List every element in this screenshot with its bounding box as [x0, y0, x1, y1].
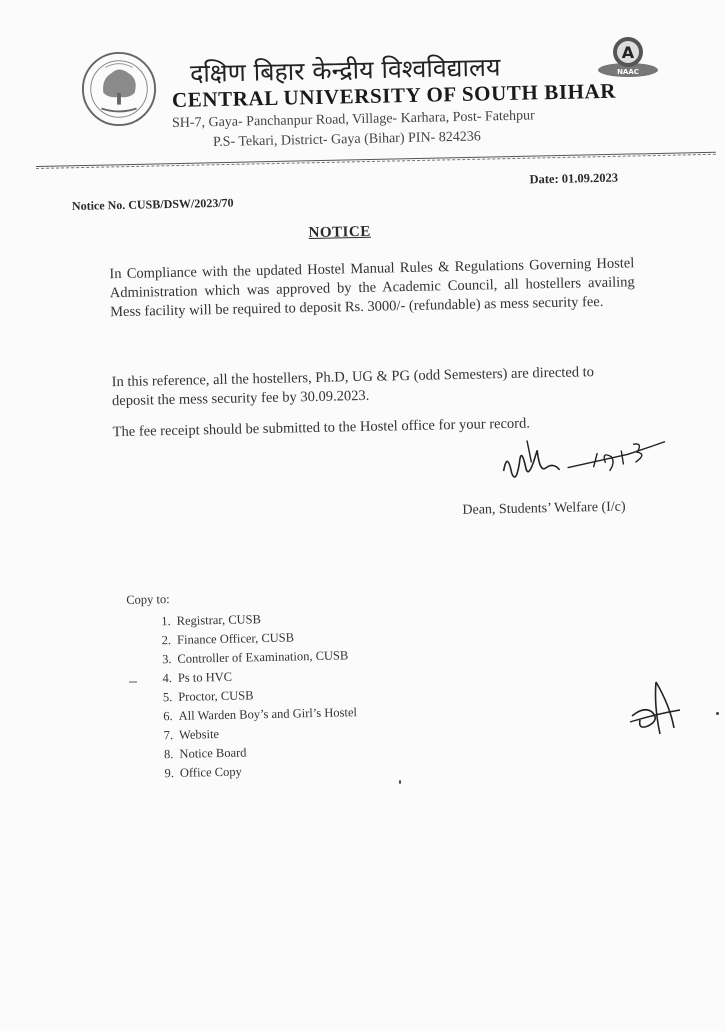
- university-name-hindi: दक्षिण बिहार केन्द्रीय विश्वविद्यालय: [189, 52, 501, 88]
- list-item-number: 3.: [161, 652, 172, 667]
- address-line-1: SH-7, Gaya- Panchanpur Road, Village- Karhara, Post- Fatehpur: [171, 108, 535, 131]
- address-line-2: P.S- Tekari, District- Gaya (Bihar) PIN- 824236: [212, 129, 481, 150]
- list-item-text: Registrar, CUSB: [176, 612, 262, 628]
- notice-paragraph: The fee receipt should be submitted to the Hostel office for your record.: [112, 415, 531, 441]
- naac-badge-letter: A: [621, 43, 635, 62]
- list-item-number: 5.: [162, 690, 173, 705]
- list-item-text: Ps to HVC: [177, 669, 233, 685]
- list-item-text: Proctor, CUSB: [178, 688, 254, 704]
- handwritten-signature: [497, 429, 678, 493]
- copy-to-label: Copy to:: [126, 592, 170, 607]
- scan-speck: [716, 712, 719, 715]
- list-item-text: Website: [178, 727, 220, 742]
- list-item-text: Controller of Examination, CUSB: [177, 648, 349, 666]
- notice-paragraph: In this reference, all the hostellers, Ph.D, UG & PG (odd Semesters) are directed to deposit the mess security fee by 30.09.2023.: [111, 364, 595, 410]
- list-item-text: Notice Board: [179, 745, 247, 761]
- notice-heading: NOTICE: [308, 223, 371, 242]
- list-item-number: 6.: [163, 709, 173, 724]
- copy-to-list: [146, 608, 358, 783]
- notice-number: Notice No. CUSB/DSW/2023/70: [71, 195, 234, 214]
- list-item-text: All Warden Boy’s and Girl’s Hostel: [178, 705, 358, 723]
- handwritten-initials: [626, 676, 682, 738]
- list-item-number: 8.: [163, 747, 174, 762]
- list-item-text: Office Copy: [179, 764, 242, 780]
- signatory-designation: Dean, Students’ Welfare (I/c): [462, 499, 626, 518]
- university-name-english: CENTRAL UNIVERSITY OF SOUTH BIHAR: [171, 78, 617, 112]
- naac-badge-text: NAAC: [617, 68, 639, 76]
- list-item-text: Finance Officer, CUSB: [176, 630, 295, 647]
- notice-date: Date: 01.09.2023: [529, 170, 619, 187]
- stray-pen-mark: [129, 680, 137, 684]
- list-item-number: 1.: [161, 614, 171, 629]
- list-item-number: 7.: [163, 728, 174, 743]
- notice-paragraph: In Compliance with the updated Hostel Manual Rules & Regulations Governing Hostel Administration which was approved by the Academic Council, all hostellers availing Mess facility will be required to deposit Rs. 3000/- (refundable) as mess security fee.: [109, 255, 635, 321]
- list-item: [150, 760, 359, 783]
- list-item-number: 9.: [164, 766, 175, 781]
- list-item-number: 2.: [161, 633, 172, 648]
- list-item-number: 4.: [162, 671, 173, 686]
- scan-speck: [399, 780, 401, 784]
